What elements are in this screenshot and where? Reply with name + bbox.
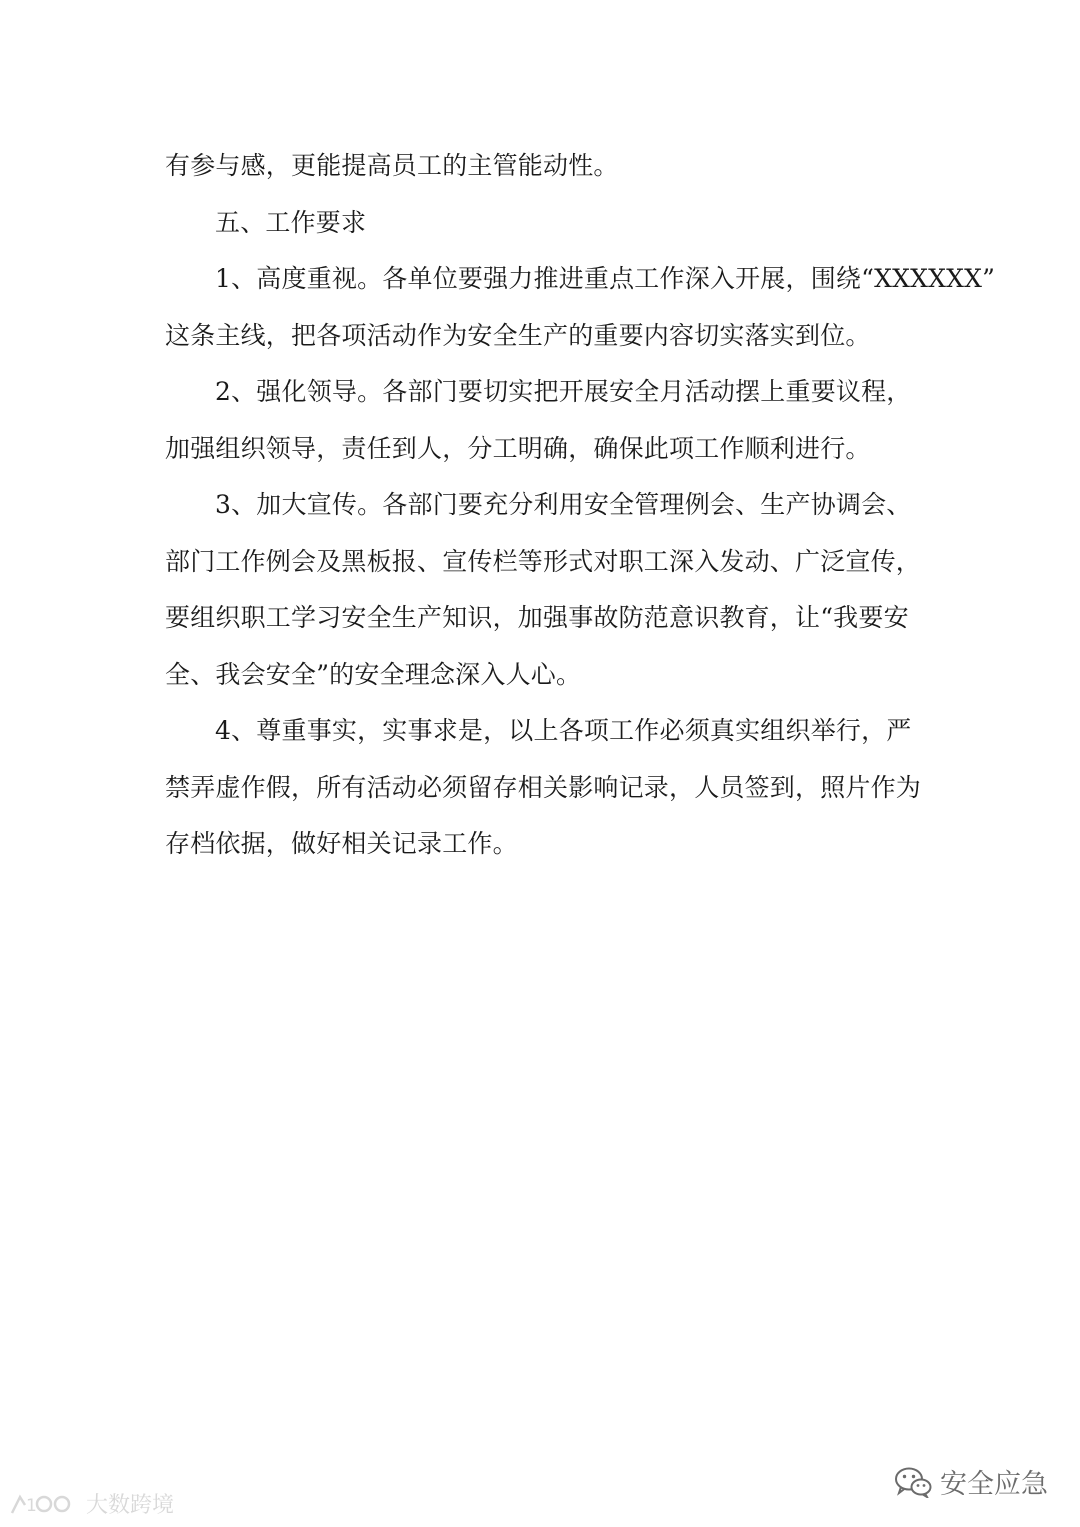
text-line: 1、高度重视。各单位要强力推进重点工作深入开展，围绕“XXXXXX” (215, 264, 996, 293)
text-line: 4、尊重事实，实事求是，以上各项工作必须真实组织举行，严 (215, 716, 912, 745)
text-line: 全、我会安全”的安全理念深入人心。 (165, 659, 582, 689)
text-line: 要组织职工学习安全生产知识，加强事故防范意识教育，让“我要安 (165, 603, 909, 632)
text-line: 部门工作例会及黑板报、宣传栏等形式对职工深入发动、广泛宣传， (165, 546, 922, 576)
text-line: 存档依据，做好相关记录工作。 (165, 829, 518, 858)
brand-watermark (8, 1488, 174, 1519)
brand-logo-icon (8, 1489, 80, 1519)
section-heading: 五、工作要求 (215, 207, 367, 237)
text-line: 加强组织领导，责任到人，分工明确，确保此项工作顺利进行。 (165, 433, 871, 463)
text-line: 2、强化领导。各部门要切实把开展安全月活动摆上重要议程， (215, 377, 912, 406)
text-line: 有参与感，更能提高员工的主管能动性。 (165, 151, 619, 180)
text-line: 这条主线，把各项活动作为安全生产的重要内容切实落实到位。 (165, 320, 871, 350)
wechat-icon (894, 1466, 932, 1498)
watermark-right-text: 安全应急 (940, 1469, 1048, 1500)
document-body (165, 138, 996, 873)
text-line: 禁弄虚作假，所有活动必须留存相关影响记录，人员签到，照片作为 (165, 772, 922, 802)
svg-text:1: 1 (26, 1495, 37, 1516)
text-line: 3、加大宣传。各部门要充分利用安全管理例会、生产协调会、 (215, 490, 912, 519)
wechat-account-watermark (894, 1462, 1048, 1501)
watermark-left-text: 大数跨境 (86, 1493, 175, 1518)
